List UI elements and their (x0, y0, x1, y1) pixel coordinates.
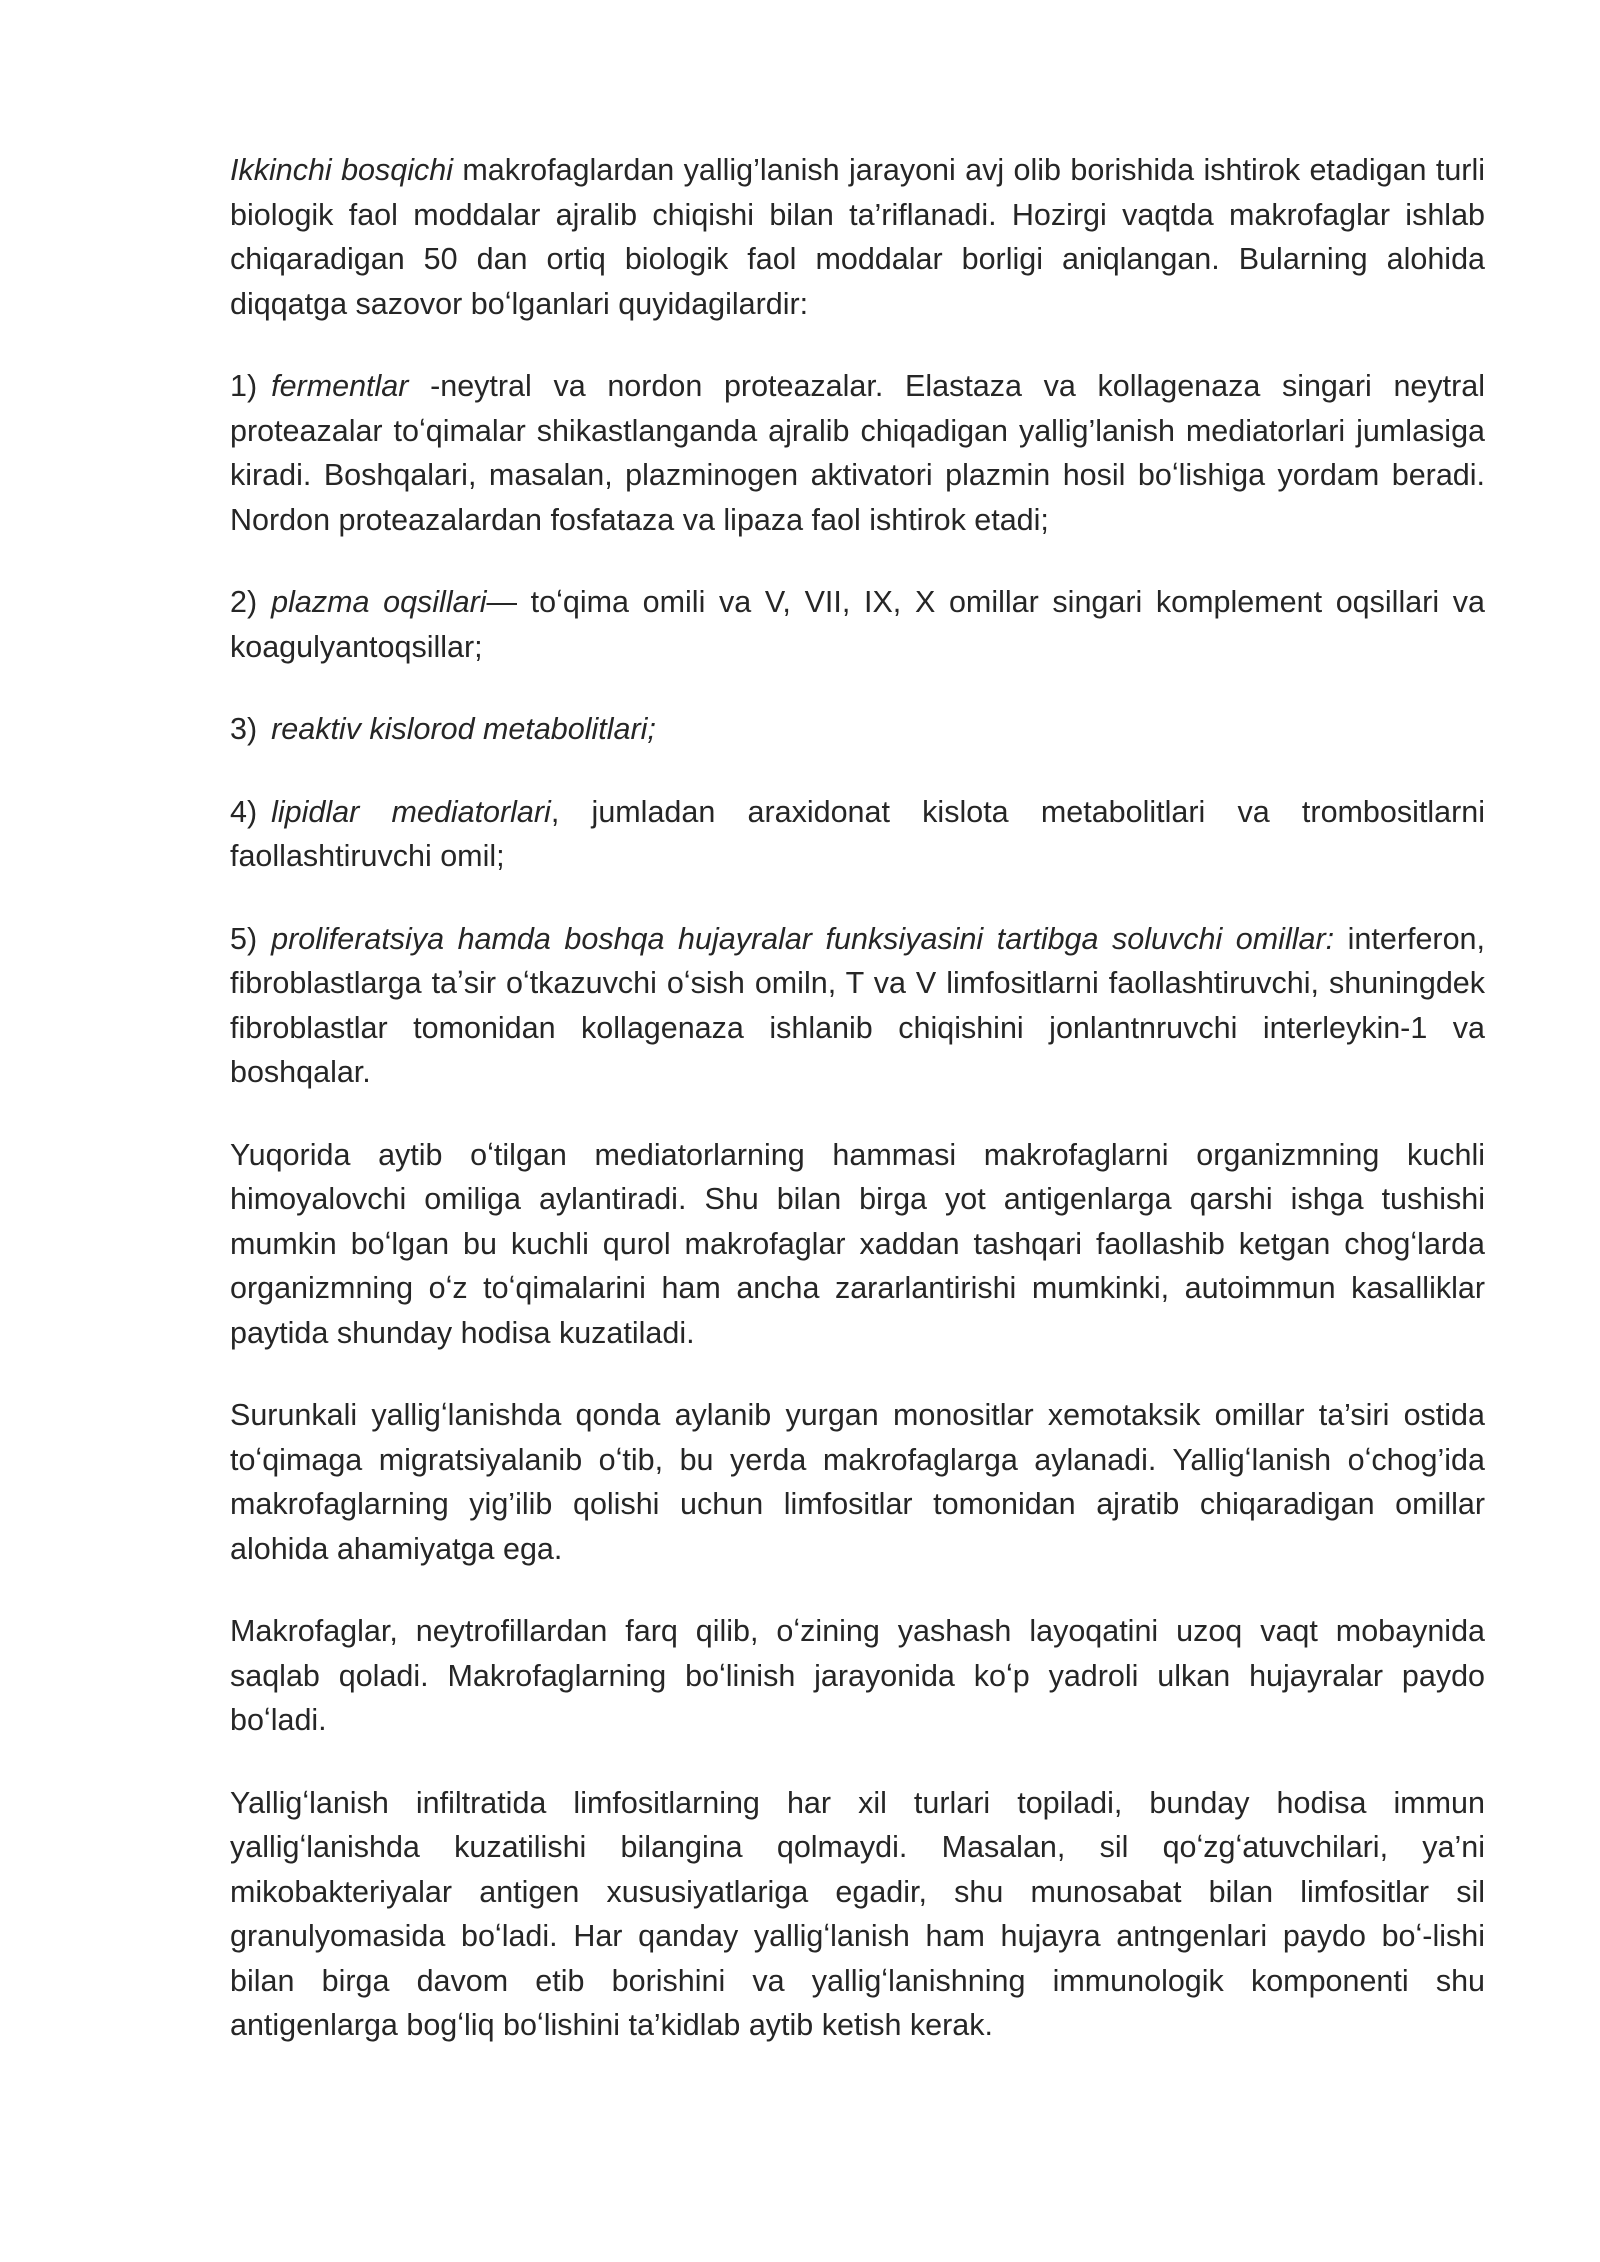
intro-text: makrofaglardan yallig’lanish jarayoni avj olib borishida ishtirok etadigan turli biologik faol moddalar ajralib chiqishi bilan ta’riflanadi. Hozirgi vaqtda makrofaglar ishlab chiqaradigan 50 dan ortiq biologik faol moddalar borligi aniqlangan. Bularning alohida diqqatga sazovor boʻlganlari quyidagilardir: (230, 153, 1486, 321)
list-text: -neytral va nordon proteazalar. Elastaza va kollagenaza singari neytral proteazalar toʻqimalar shikastlanganda ajralib chiqadigan yallig’lanish mediatorlari jumlasiga kiradi. Boshqalari, masalan, plazminogen aktivatori plazmin hosil boʻlishiga yordam beradi. Nordon proteazalardan fosfataza va lipaza faol ishtirok etadi; (230, 369, 1485, 537)
paragraph-chronic-inflammation: Surunkali yalligʻlanishda qonda aylanib yurgan monositlar xemotaksik omillar ta’siri ostida toʻqimaga migratsiyalanib oʻtib, bu yerda makrofaglarga aylanadi. Yalligʻlanish oʻchog’ida makrofaglarning yig’ilib qolishi uchun limfositlar tomonidan ajratib chiqaradigan omillar alohida ahamiyatga ega. (230, 1398, 1485, 1566)
list-number: 4) (230, 794, 258, 829)
list-text: — toʻqima omili va V, VII, IX, X omillar singari komplement oqsillari va koagulyantoqsillar; (230, 585, 1485, 664)
list-item-5 (230, 917, 1485, 1095)
list-item-2 (230, 580, 1485, 669)
list-item-3 (230, 707, 1485, 752)
list-item-4 (230, 790, 1485, 879)
list-term: plazma oqsillari (271, 585, 487, 619)
list-term: proliferatsiya hamda boshqa hujayralar funksiyasini tartibga soluvchi omillar: (271, 921, 1335, 956)
list-text: , jumladan araxidonat kislota metabolitlari va trombositlarni faollashtiruvchi omil; (230, 794, 1485, 873)
intro-lead-italic: Ikkinchi bosqichi (230, 153, 453, 187)
list-term: fermentlar (271, 369, 409, 403)
list-number: 3) (230, 712, 258, 746)
list-number: 1) (230, 369, 258, 403)
list-item-1 (230, 364, 1485, 542)
list-number: 2) (230, 585, 258, 619)
document-page (230, 148, 1485, 2086)
list-text: interferon, fibroblastlarga taʼsir oʻtkazuvchi oʻsish omiln, T va V limfositlarni faollashtiruvchi, shuningdek fibroblastlar tomonidan kollagenaza ishlanib chiqishini jonlantnruvchi interleykin-1 va boshqalar. (230, 921, 1485, 1089)
paragraph-mediators: Yuqorida aytib oʻtilgan mediatorlarning hammasi makrofaglarni organizmning kuchli himoyalovchi omiliga aylantiradi. Shu bilan birga yot antigenlarga qarshi ishga tushishi mumkin boʻlgan bu kuchli qurol makrofaglar xaddan tashqari faollashib ketgan chogʻlarda organizmning oʻz toʻqimalarini ham ancha zararlantirishi mumkinki, autoimmun kasalliklar paytida shunday hodisa kuzatiladi. (230, 1137, 1485, 1350)
paragraph-lymphocytes: Yalligʻlanish infiltratida limfositlarning har xil turlari topiladi, bunday hodisa immun yalligʻlanishda kuzatilishi bilangina qolmaydi. Masalan, sil qoʻzgʻatuvchilari, ya’ni mikobakteriyalar antigen xususiyatlariga egadir, shu munosabat bilan limfositlar sil granulyomasida boʻladi. Har qanday yalligʻlanish ham hujayra antngenlari paydo boʻ-lishi bilan birga davom etib borishini va yalligʻlanishning immunologik komponenti shu antigenlarga bogʻliq boʻlishini ta’kidlab aytib ketish kerak. (230, 1785, 1485, 2042)
paragraph-macrophages: Makrofaglar, neytrofillardan farq qilib, oʻzining yashash layoqatini uzoq vaqt mobaynida saqlab qoladi. Makrofaglarning boʻlinish jarayonida koʻp yadroli ulkan hujayralar paydo boʻladi. (230, 1614, 1485, 1737)
list-term: reaktiv kislorod metabolitlari; (271, 712, 656, 746)
list-term: lipidlar mediatorlari (271, 794, 551, 829)
list-number: 5) (230, 921, 258, 956)
paragraph-intro (230, 148, 1485, 326)
